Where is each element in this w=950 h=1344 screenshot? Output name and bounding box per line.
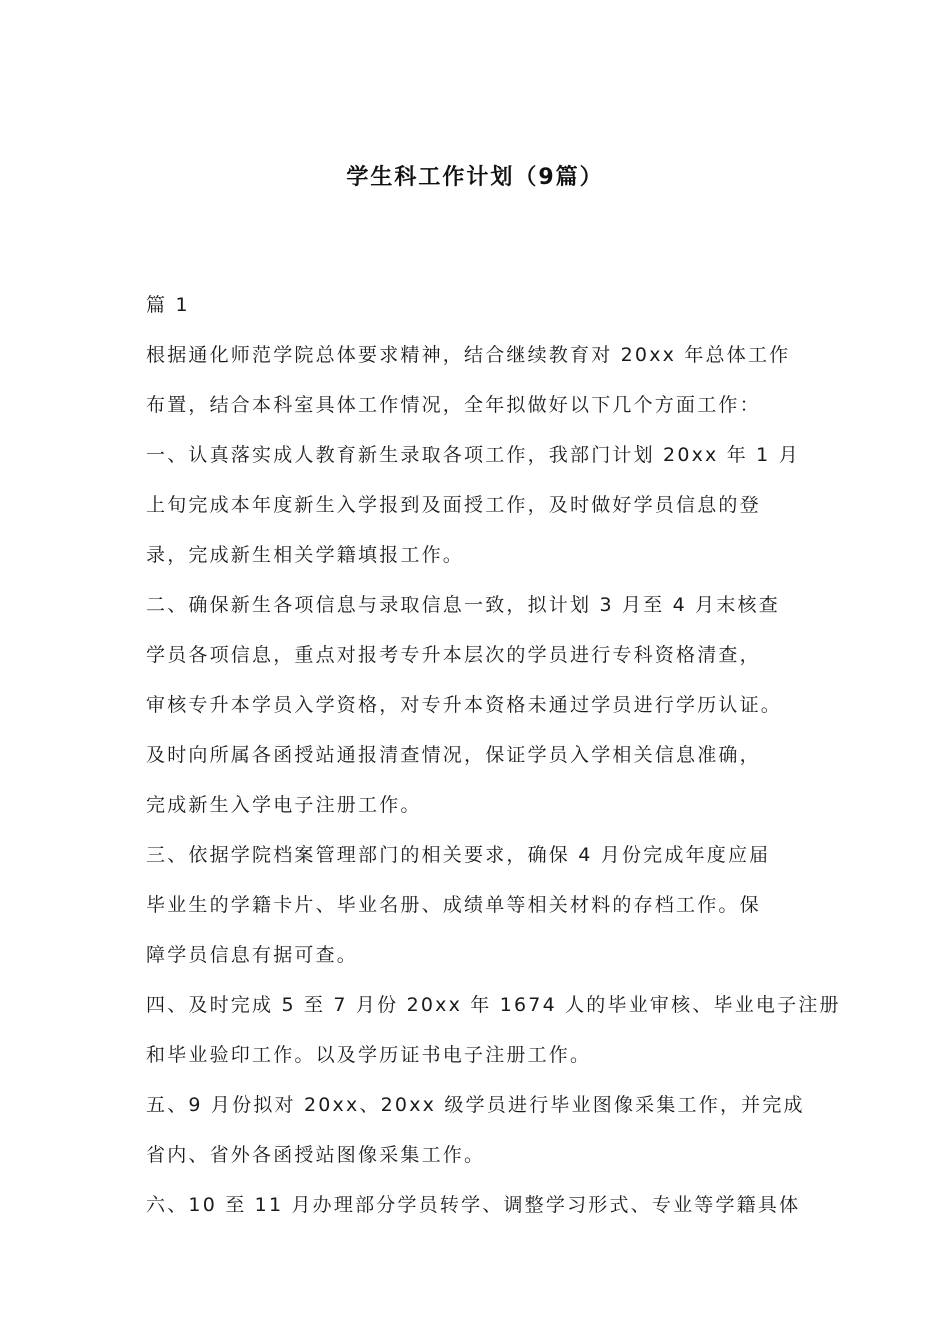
paragraph-line: 六、10 至 11 月办理部分学员转学、调整学习形式、专业等学籍具体 <box>146 1194 801 1216</box>
paragraph-line: 四、及时完成 5 至 7 月份 20xx 年 1674 人的毕业审核、毕业电子注册 <box>146 994 841 1016</box>
paragraph-line: 审核专升本学员入学资格，对专升本资格未通过学员进行学历认证。 <box>146 694 783 716</box>
paragraph-line: 毕业生的学籍卡片、毕业名册、成绩单等相关材料的存档工作。保 <box>146 894 761 916</box>
paragraph-line: 二、确保新生各项信息与录取信息一致，拟计划 3 月至 4 月末核查 <box>146 594 780 616</box>
paragraph-line: 省内、省外各函授站图像采集工作。 <box>146 1144 486 1166</box>
paragraph-line: 一、认真落实成人教育新生录取各项工作，我部门计划 20xx 年 1 月 <box>146 444 800 466</box>
document-title: 学生科工作计划（9篇） <box>346 165 604 190</box>
paragraph-line: 障学员信息有据可查。 <box>146 944 359 966</box>
paragraph-line: 五、9 月份拟对 20xx、20xx 级学员进行毕业图像采集工作，并完成 <box>146 1094 805 1116</box>
paragraph-line: 完成新生入学电子注册工作。 <box>146 794 422 816</box>
section-heading: 篇 1 <box>146 294 190 316</box>
paragraph-line: 三、依据学院档案管理部门的相关要求，确保 4 月份完成年度应届 <box>146 844 771 866</box>
paragraph-line: 和毕业验印工作。以及学历证书电子注册工作。 <box>146 1044 592 1066</box>
paragraph-line: 及时向所属各函授站通报清查情况，保证学员入学相关信息准确， <box>146 744 761 766</box>
paragraph-line: 根据通化师范学院总体要求精神，结合继续教育对 20xx 年总体工作 <box>146 344 791 366</box>
paragraph-line: 录，完成新生相关学籍填报工作。 <box>146 544 465 566</box>
paragraph-line: 学员各项信息，重点对报考专升本层次的学员进行专科资格清查， <box>146 644 761 666</box>
paragraph-line: 上旬完成本年度新生入学报到及面授工作，及时做好学员信息的登 <box>146 494 761 516</box>
document-body <box>146 280 841 1230</box>
paragraph-line: 布置，结合本科室具体工作情况，全年拟做好以下几个方面工作： <box>146 394 761 416</box>
